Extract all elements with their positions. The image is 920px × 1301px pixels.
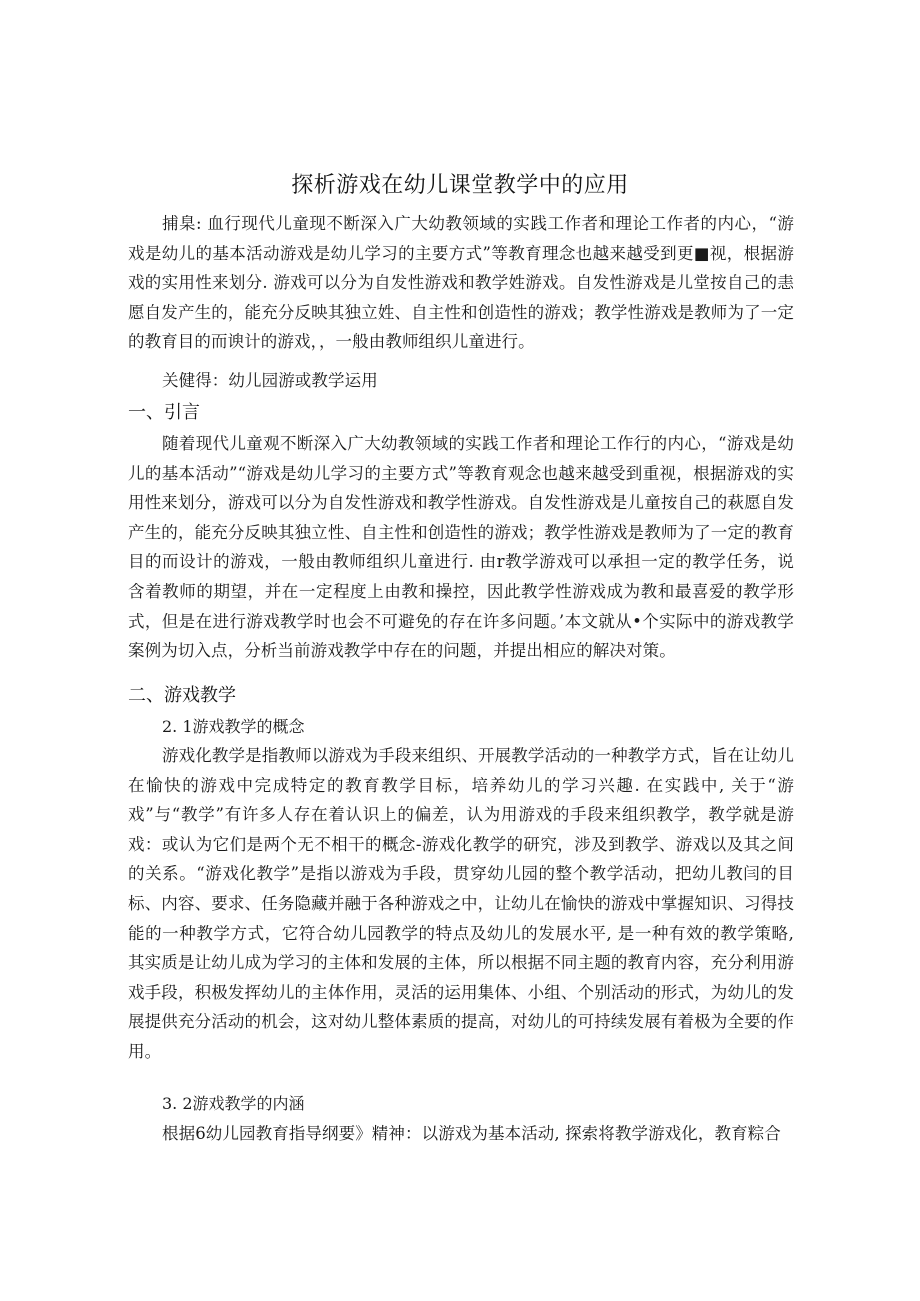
introduction-paragraph: 随着现代儿童观不断深入广大幼教领域的实践工作者和理论工作行的内心，“游戏是幼儿的基本活动”“游戏是幼儿学习的主要方式”等教育观念也越来越受到重视，根据游戏的实用性来划分，游戏可以分为自发性游戏和教学性游戏。自发性游戏是儿童按自己的萩愿自发产生的，能充分反映其独立性、自主性和创造性的游戏；教学性游戏是教师为了一定的教育目的而设计的游戏，一般由教师组织儿童进行. 由r教学游戏可以承担一定的教学任务，说含着教师的期望，并在一定程度上由教和操控，因此教学性游戏成为教和最喜爱的教学形式，但是在进行游戏教学时也会不可避免的存在许多问题。’本文就从•个实际中的游戏教学案例为切入点，分析当前游戏教学中存在的问题，并提出相应的解决对策。 — [128, 434, 794, 661]
keywords-line — [128, 366, 794, 396]
keywords-label: 关健得： — [162, 371, 229, 390]
concept-paragraph: 游戏化教学是指教师以游戏为手段来组织、开展教学活动的一种教学方式，旨在让幼儿在愉快的游戏中完成特定的教育教学目标，培养幼儿的学习兴趣. 在实践中, 关于“游戏”与“教学”有许多人存在着认识上的偏差，认为用游戏的手段来组织教学，教学就是游戏：或认为它们是两个无不相干的概念-游戏化教学的研究，涉及到教学、游戏以及其之间的关系。“游戏化教学”是指以游戏为手段，贯穿幼儿园的整个教学活动，把幼儿教闫的目标、内容、要求、任务隐藏并融于各种游戏之中，让幼儿在愉快的游戏中掌握知识、习得技能的一种教学方式，它符合幼儿园教学的特点及幼儿的发展水平, 是一种有效的教学策略, 其实质是让幼儿成为学习的主体和发展的主体，所以根据不同主题的教育内容，充分利用游戏手段，积极发挥幼儿的主体作用，灵活的运用集体、小组、个别活动的形式，为幼儿的发展提供充分活动的机会，这对幼儿整体素质的提高，对幼儿的可持续发展有着极为全要的作用。 — [128, 746, 794, 1061]
subsection-heading-concept: 2. 1游戏教学的概念 — [162, 717, 305, 736]
section-heading-introduction: 一、引言 — [128, 402, 200, 423]
keywords-value: 幼儿园游或教学运用 — [228, 371, 378, 390]
section-heading-game-teaching: 二、游戏教学 — [128, 685, 236, 706]
connotation-paragraph: 根据6幼儿园教育指导纲要》精神：以游戏为基本活动, 探索将教学游戏化，教育粽合 — [162, 1124, 781, 1143]
subsection-heading-connotation: 3. 2游戏教学的内涵 — [162, 1094, 305, 1113]
abstract-paragraph: 捕臬: 血行现代儿童现不断深入广大幼教领域的实践工作者和理论工作者的内心，“游戏是幼儿的基本活动游戏是幼儿学习的主要方式”等教育理念也越来越受到更■视，根据游戏的实用性来划分. 游戏可以分为自发性游戏和教学姓游戏。自发性游戏是儿堂按自己的恚愿自发产生的，能充分反映其独立姓、自主性和创造性的游戏；教学性游戏是教师为了一定的教育目的而谀计的游戏，，一般由教师组织儿童进行。 — [128, 214, 794, 352]
document-title: 探析游戏在幼儿课堂教学中的应用 — [291, 173, 629, 198]
